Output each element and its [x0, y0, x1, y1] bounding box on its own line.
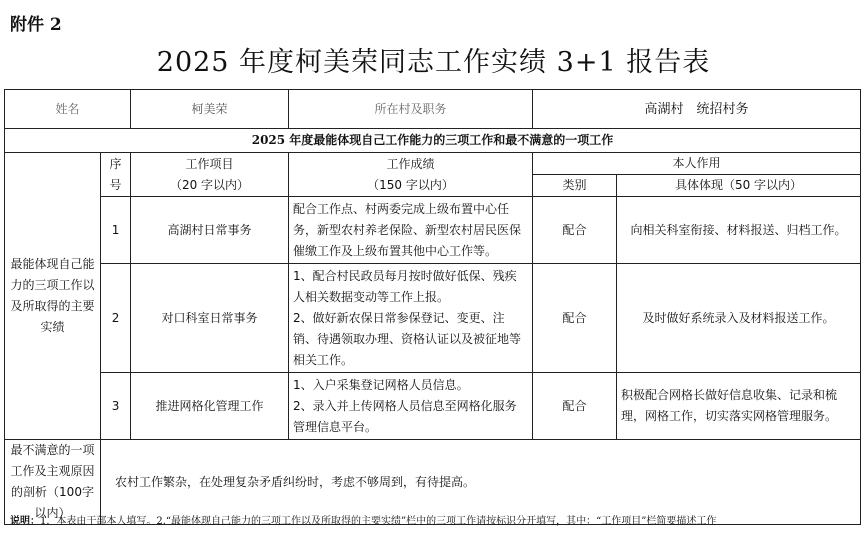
role-header: 本人作用: [533, 153, 861, 175]
post-label: 所在村及职务: [289, 90, 533, 129]
row-3-result-line-2: 2、录入并上传网格人员信息至网格化服务管理信息平台。: [293, 398, 517, 434]
item-header-b: （20 字以内）: [169, 177, 250, 192]
unsatisfied-label: 最不满意的一项工作及主观原因的剖析（100字以内）: [5, 440, 101, 525]
row-2-result-line-2: 2、做好新农保日常参保登记、变更、注销、待遇领取办理、资格认证以及被征地等相关工作。: [293, 310, 522, 367]
row-2-category: 配合: [533, 264, 617, 373]
seq-header-b: 号: [109, 177, 122, 192]
table-row: [5, 264, 861, 373]
detail-header: 具体体现（50 字以内）: [617, 175, 861, 197]
name-value: 柯美荣: [131, 90, 289, 129]
row-3-detail: 积极配合网格长做好信息收集、记录和梳理，网格工作，切实落实网格管理服务。: [617, 373, 861, 440]
row-3-item: 推进网格化管理工作: [131, 373, 289, 440]
row-1-result: [289, 197, 533, 264]
row-2-seq: 2: [101, 264, 131, 373]
section-row: [5, 129, 861, 153]
row-1-seq: 1: [101, 197, 131, 264]
seq-header: [101, 153, 131, 197]
row-3-seq: 3: [101, 373, 131, 440]
row-1-detail: 向相关科室衔接、材料报送、归档工作。: [617, 197, 861, 264]
row-2-detail: 及时做好系统录入及材料报送工作。: [617, 264, 861, 373]
page-title: 2025 年度柯美荣同志工作实绩 3+1 报告表: [156, 47, 711, 78]
result-header-a: 工作成绩: [386, 156, 435, 171]
row-1-result-line-1: 配合工作点、村两委完成上级布置中心任务，新型农村养老保险、新型农村居民医保催缴工作及上级布置其他中心工作等。: [293, 201, 522, 258]
section-title: 2025 年度最能体现自己工作能力的三项工作和最不满意的一项工作: [5, 129, 861, 153]
header-row-1: [5, 153, 861, 175]
row-2-result-line-1: 1、配合村民政员每月按时做好低保、残疾人相关数据变动等工作上报。: [293, 268, 517, 304]
table-row: [5, 197, 861, 264]
unsatisfied-text: 农村工作繁杂，在处理复杂矛盾纠纷时，考虑不够周到，有待提高。: [101, 440, 861, 525]
footnote-label: 说明：: [10, 516, 40, 527]
item-header-a: 工作项目: [185, 156, 234, 171]
row-3-result: [289, 373, 533, 440]
post-value: 高湖村 统招村务: [533, 90, 861, 129]
row-2-item: 对口科室日常事务: [131, 264, 289, 373]
side-label-top: 最能体现自己能力的三项工作以及所取得的主要实绩: [5, 153, 101, 440]
table-row: [5, 373, 861, 440]
row-3-result-line-1: 1、入户采集登记网格人员信息。: [293, 377, 469, 392]
row-2-result: [289, 264, 533, 373]
name-label: 姓名: [5, 90, 131, 129]
seq-header-a: 序: [109, 156, 122, 171]
result-header: [289, 153, 533, 197]
info-row: [5, 90, 861, 129]
attachment-label: 附件 2: [10, 15, 62, 35]
footnote: [10, 512, 862, 527]
report-table: [4, 89, 861, 525]
row-3-category: 配合: [533, 373, 617, 440]
item-header: [131, 153, 289, 197]
row-1-category: 配合: [533, 197, 617, 264]
footnote-text: 1．本表由干部本人填写。2.“最能体现自己能力的三项工作以及所取得的主要实绩”栏中的三项工作请按标识分开填写，其中：“工作项目”栏简要描述工作: [40, 516, 717, 527]
result-header-b: （150 字以内）: [367, 177, 454, 192]
category-header: 类别: [533, 175, 617, 197]
row-1-item: 高湖村日常事务: [131, 197, 289, 264]
